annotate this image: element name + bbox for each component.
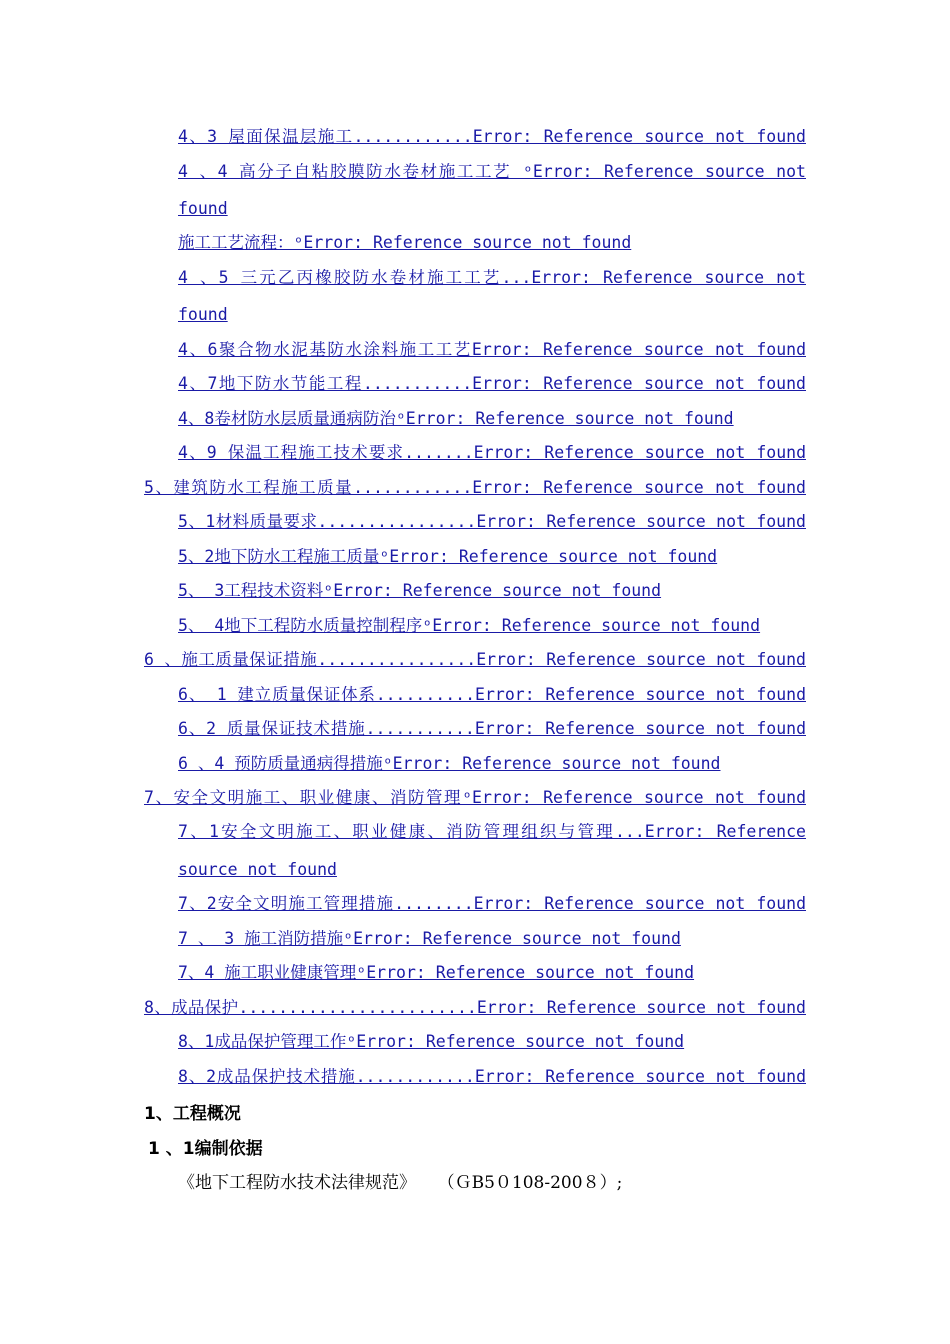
toc-entry[interactable]: 4、7地下防水节能工程...........Error: Reference source not found [178,374,806,393]
toc-entry[interactable]: 7 、 3 施工消防措施ᵒError: Reference source not found [178,929,681,948]
toc-entry[interactable]: 4 、5 三元乙丙橡胶防水卷材施工工艺...Error: Reference source not [178,268,806,287]
toc-entry[interactable]: 5、建筑防水工程施工质量............Error: Reference source not found [144,478,806,497]
toc-entry[interactable]: 4、3 屋面保温层施工............Error: Reference source not found [178,127,806,146]
toc-entry[interactable]: 5、 4地下工程防水质量控制程序ᵒError: Reference source not found [178,616,761,635]
toc-entry[interactable]: 7、2安全文明施工管理措施........Error: Reference source not found [178,894,806,913]
toc-entry[interactable]: 6 、施工质量保证措施................Error: Reference source not found [144,650,806,669]
toc-entry[interactable]: 4、6聚合物水泥基防水涂料施工工艺Error: Reference source not found [178,340,806,359]
toc-entry-continuation[interactable]: found [178,305,228,324]
toc-entry[interactable]: 5、2地下防水工程施工质量ᵒError: Reference source not found [178,547,718,566]
toc-entry[interactable]: 4、8卷材防水层质量通病防治ᵒError: Reference source not found [178,409,734,428]
toc-entry[interactable]: 6、2 质量保证技术措施...........Error: Reference source not found [178,719,806,738]
toc-entry[interactable]: 施工工艺流程：ᵒError: Reference source not found [178,233,632,252]
toc-entry-continuation[interactable]: source not found [178,860,337,879]
toc-entry-continuation[interactable]: found [178,199,228,218]
toc-entry[interactable]: 6 、4 预防质量通病得措施ᵒError: Reference source not found [178,754,721,773]
toc-entry[interactable]: 7、4 施工职业健康管理ᵒError: Reference source not found [178,963,695,982]
toc-entry[interactable]: 7、1安全文明施工、职业健康、消防管理组织与管理...Error: Reference [178,822,806,841]
toc-entry[interactable]: 8、成品保护........................Error: Reference source not found [144,998,806,1017]
toc-entry[interactable]: 8、1成品保护管理工作ᵒError: Reference source not found [178,1032,685,1051]
toc-entry[interactable]: 6、 1 建立质量保证体系..........Error: Reference source not found [178,685,806,704]
subsection-heading: 1 、1编制依据 [148,1139,263,1159]
section-heading: 1、工程概况 [144,1104,241,1124]
toc-entry[interactable]: 5、1材料质量要求................Error: Reference source not found [178,512,806,531]
toc-entry[interactable]: 8、2成品保护技术措施............Error: Reference source not found [178,1067,806,1086]
toc-entry[interactable]: 4 、4 高分子自粘胶膜防水卷材施工工艺 ᵒError: Reference source not [178,162,806,181]
toc-entry[interactable]: 5、 3工程技术资料ᵒError: Reference source not found [178,581,662,600]
toc-entry[interactable]: 7、安全文明施工、职业健康、消防管理ᵒError: Reference source not found [144,788,806,807]
toc-entry[interactable]: 4、9 保温工程施工技术要求.......Error: Reference source not found [178,443,806,462]
body-paragraph: 《地下工程防水技术法律规范》 （ＧB5０108-200８）; [178,1173,623,1193]
